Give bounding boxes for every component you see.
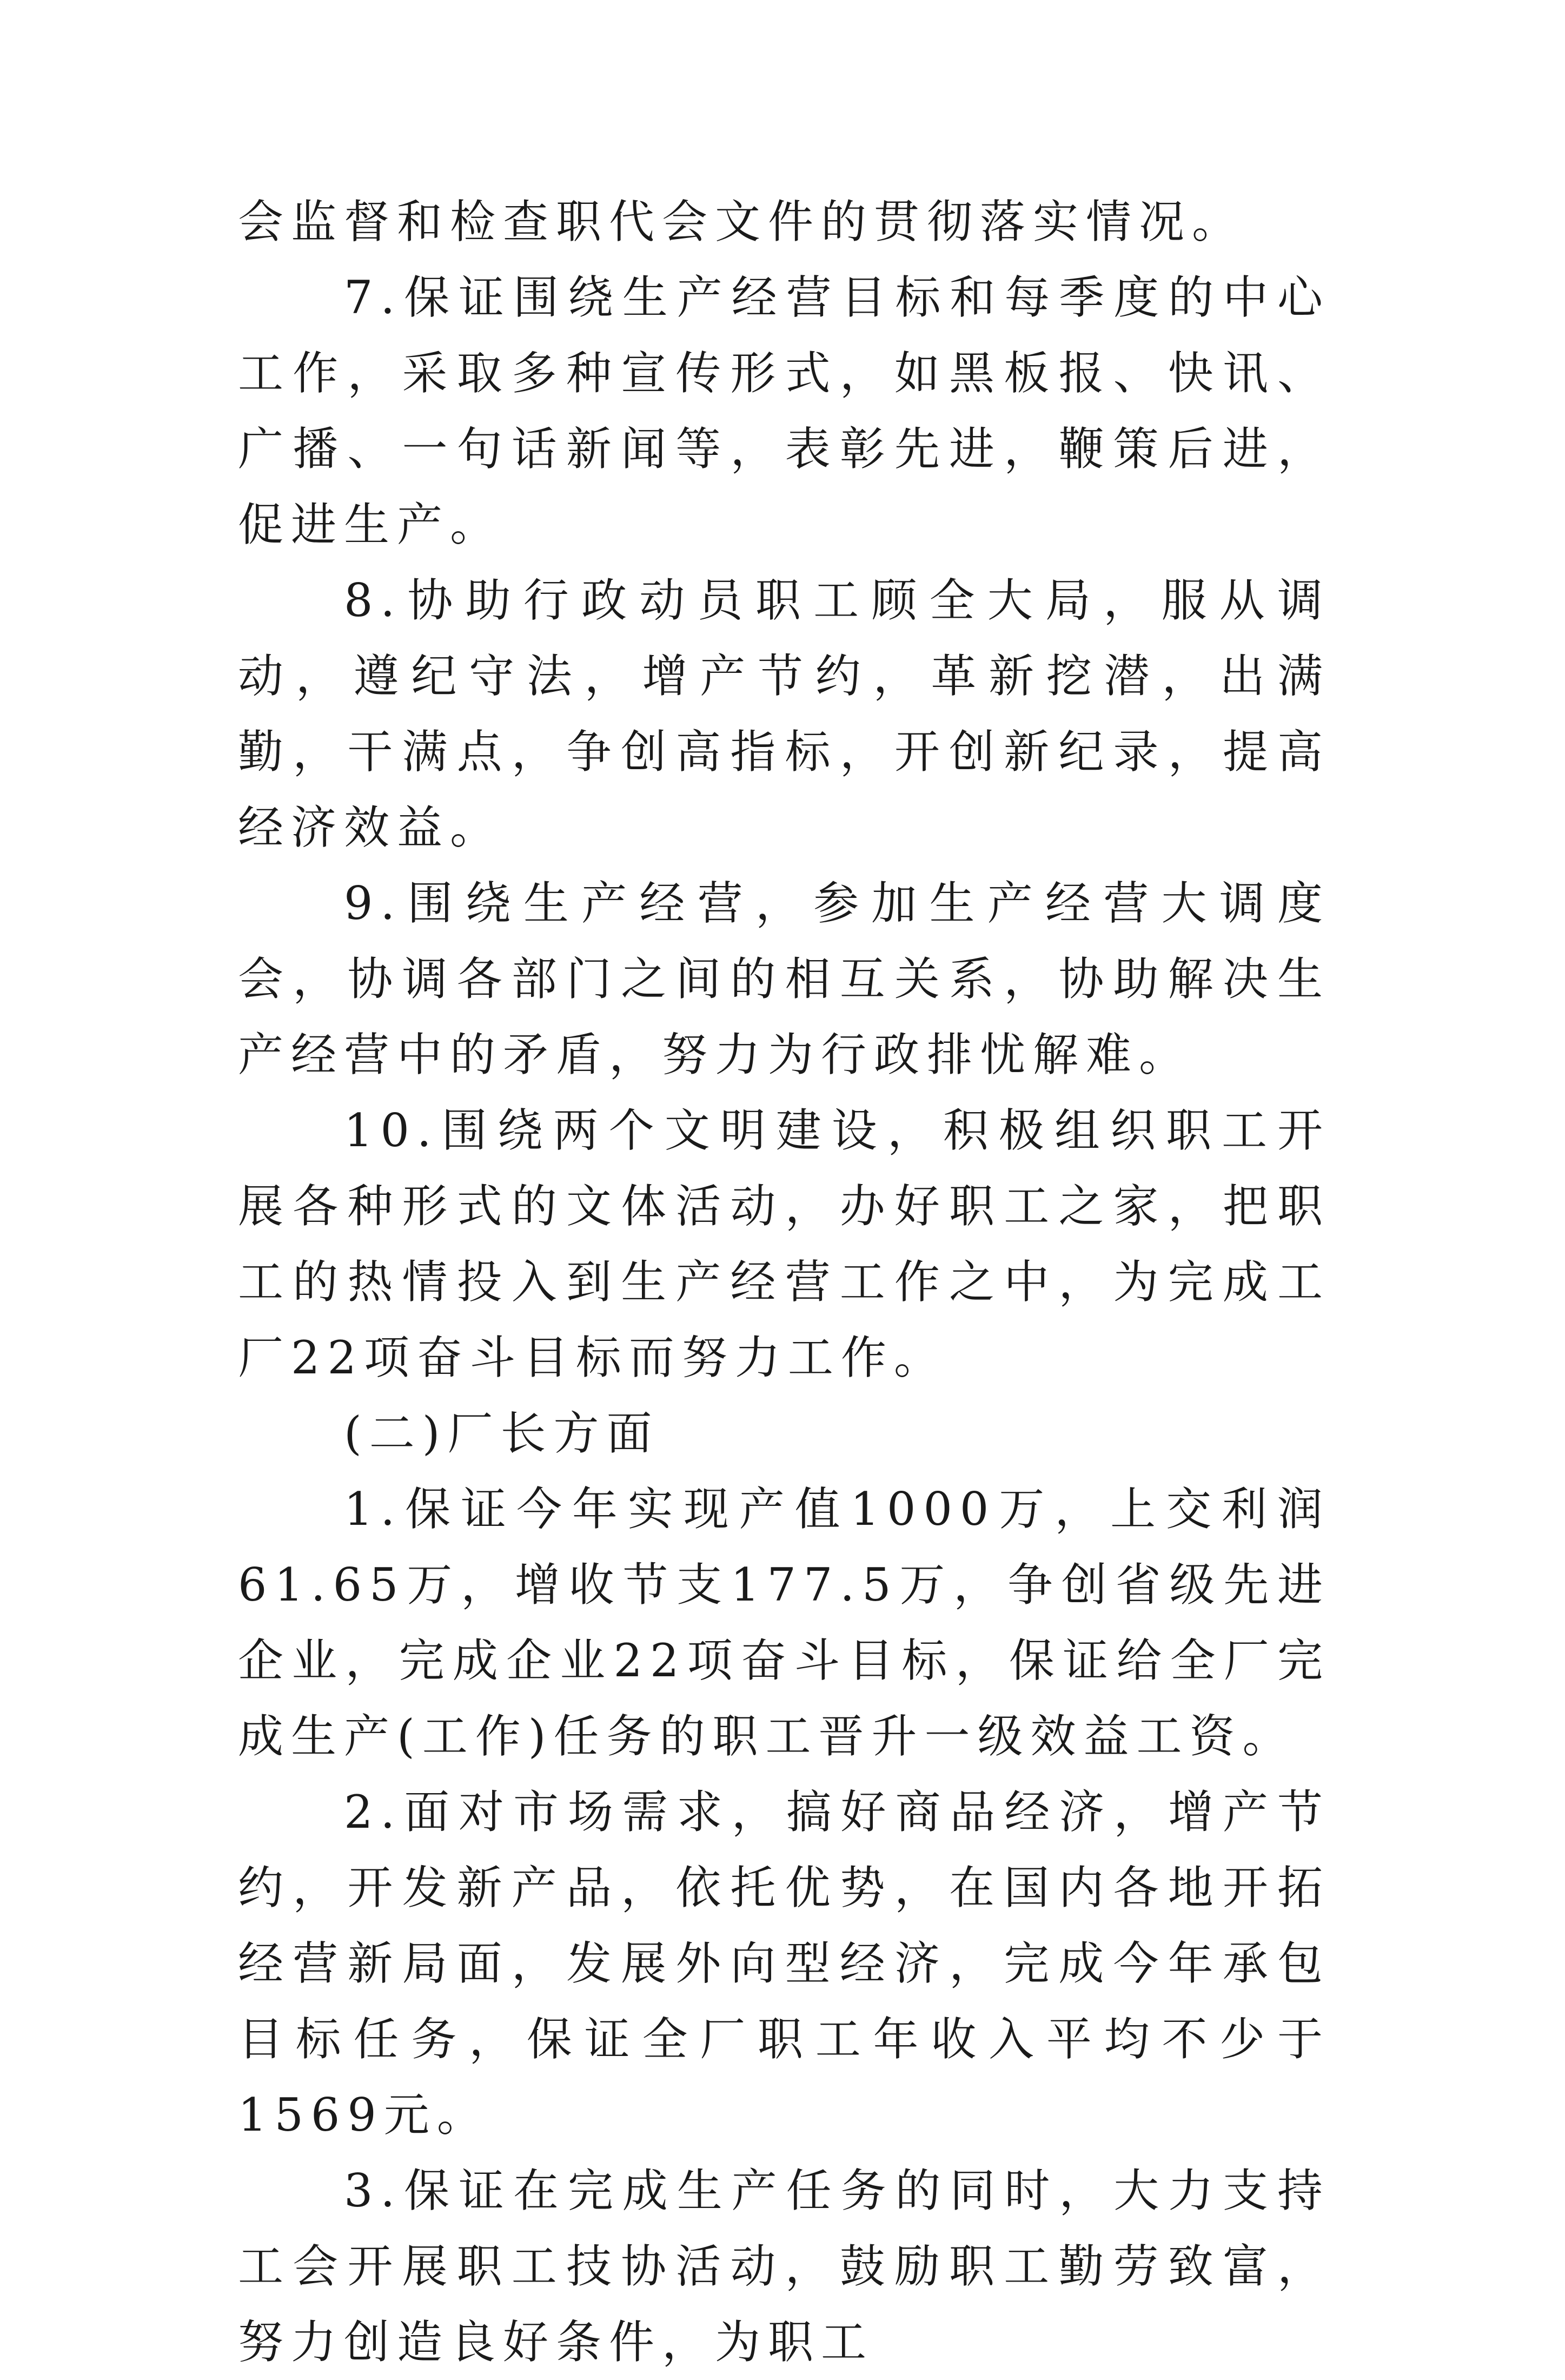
paragraph-item-9: 9.围绕生产经营，参加生产经营大调度会，协调各部门之间的相互关系，协助解决生产经营中的矛盾，努力为行政排忧解难。: [238, 877, 1330, 1081]
document-page: [238, 184, 1330, 2380]
paragraph-director-item-3: 3.保证在完成生产任务的同时，大力支持工会开展职工技协活动，鼓励职工勤劳致富，努力创造良好条件，为职工: [238, 2164, 1330, 2369]
paragraph-director-item-1: 1.保证今年实现产值1000万，上交利润61.65万，增收节支177.5万，争创省级先进企业，完成企业22项奋斗目标，保证给全厂完成生产(工作)任务的职工晋升一级效益工资。: [238, 1483, 1330, 1763]
paragraph-item-10: 10.围绕两个文明建设，积极组织职工开展各种形式的文体活动，办好职工之家，把职工的热情投入到生产经营工作之中，为完成工厂22项奋斗目标而努力工作。: [238, 1104, 1330, 1384]
paragraph-item-8: 8.协助行政动员职工顾全大局，服从调动，遵纪守法，增产节约，革新挖潜，出满勤，干满点，争创高指标，开创新纪录，提高经济效益。: [238, 574, 1330, 854]
paragraph-item-7: 7.保证围绕生产经营目标和每季度的中心工作，采取多种宣传形式，如黑板报、快讯、广播、一句话新闻等，表彰先进，鞭策后进，促进生产。: [238, 271, 1330, 551]
paragraph-director-item-2: 2.面对市场需求，搞好商品经济，增产节约，开发新产品，依托优势，在国内各地开拓经营新局面，发展外向型经济，完成今年承包目标任务，保证全厂职工年收入平均不少于1569元。: [238, 1786, 1330, 2141]
section-heading-factory-director: (二)厂长方面: [344, 1407, 660, 1460]
paragraph-continuation: 会监督和检查职代会文件的贯彻落实情况。: [238, 195, 1245, 248]
